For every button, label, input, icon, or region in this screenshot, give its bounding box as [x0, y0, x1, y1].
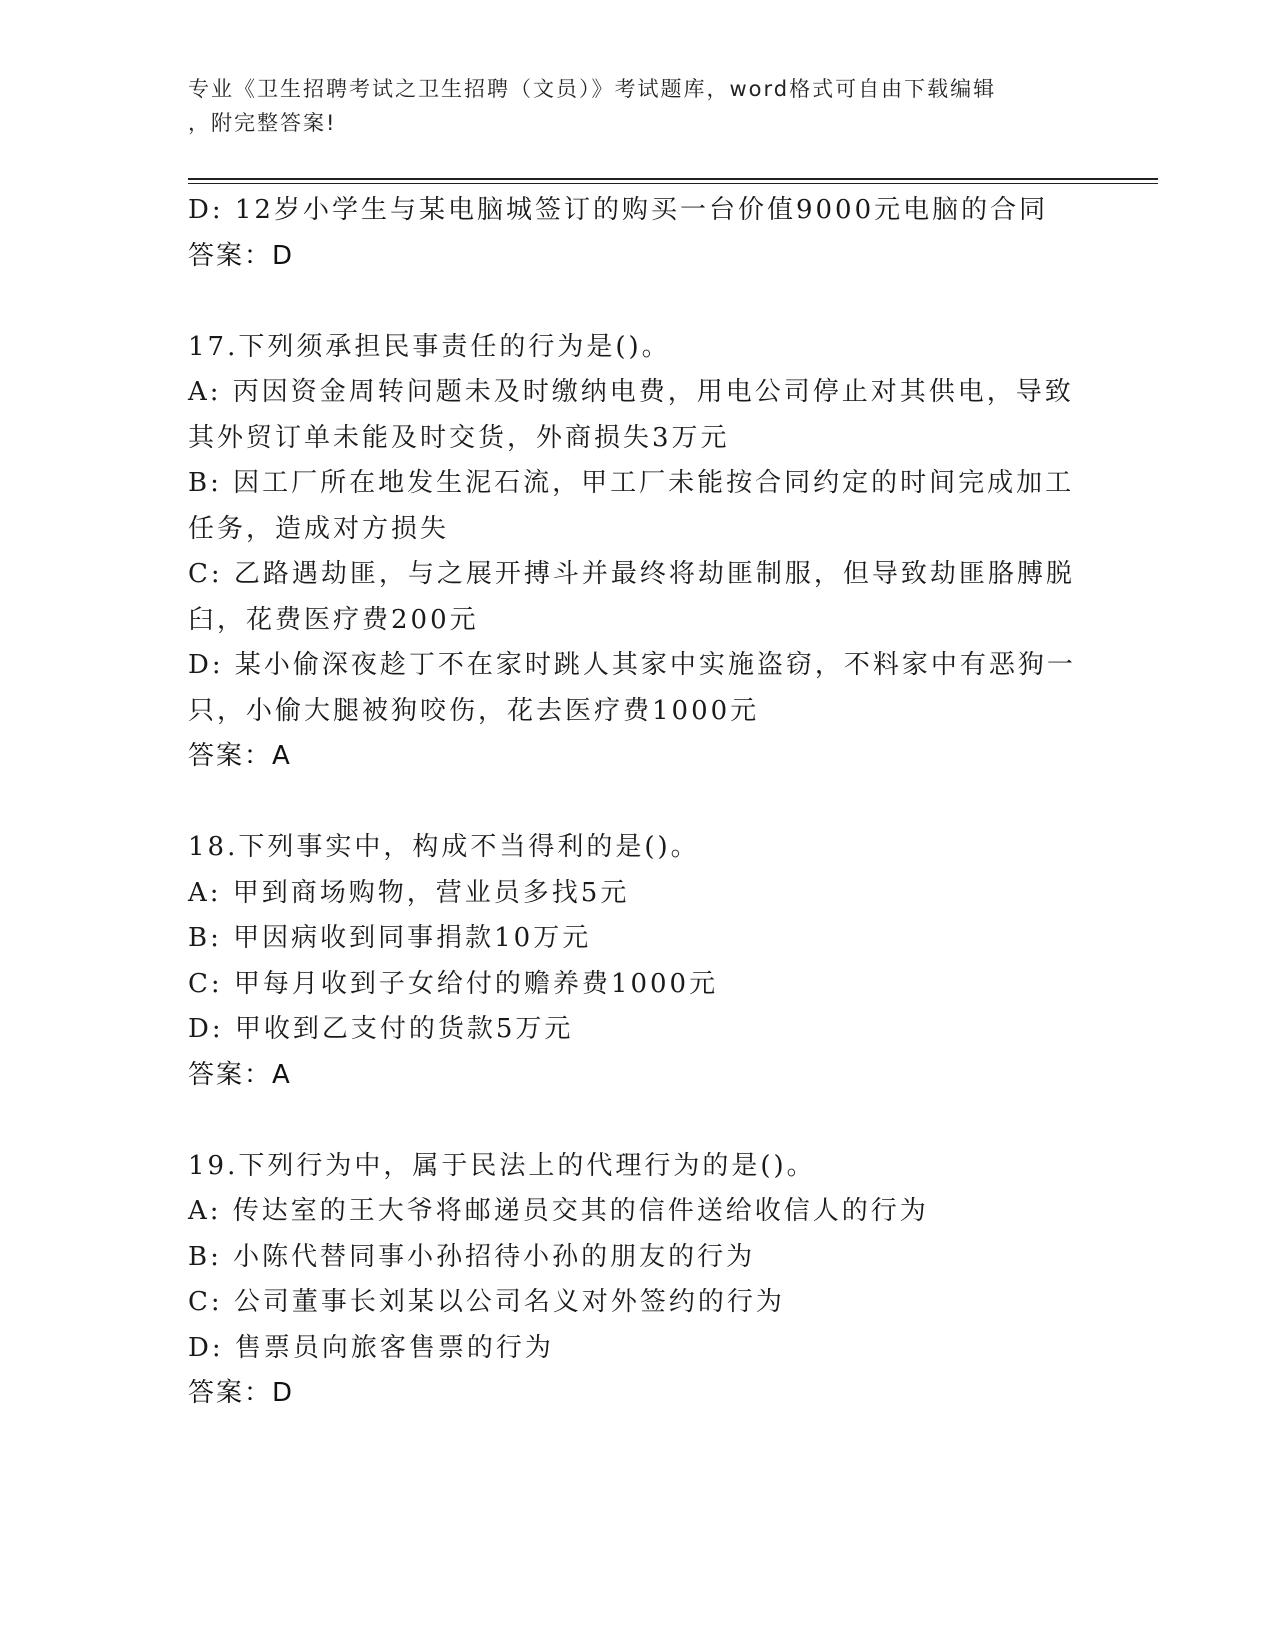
q19-option-a: A: 传达室的王大爷将邮递员交其的信件送给收信人的行为: [188, 1196, 929, 1226]
q18-answer: 答案：A: [188, 1059, 292, 1090]
q17-option-b-line-1: B: 因工厂所在地发生泥石流，甲工厂未能按合同约定的时间完成加工: [188, 468, 1075, 498]
document-header: [188, 72, 1088, 140]
q17-option-a-line-2: 其外贸订单未能及时交货，外商损失3万元: [188, 422, 730, 453]
header-line-2: ，附完整答案!: [188, 111, 337, 135]
q17-option-c-line-1: C: 乙路遇劫匪，与之展开搏斗并最终将劫匪制服，但导致劫匪胳膊脱: [188, 559, 1075, 589]
q16-option-d: D: 12岁小学生与某电脑城签订的购买一台价值9000元电脑的合同: [188, 195, 1049, 225]
q19-option-b: B: 小陈代替同事小孙招待小孙的朋友的行为: [188, 1241, 756, 1272]
q18-option-b: B: 甲因病收到同事捐款10万元: [188, 923, 592, 953]
q19-option-d: D: 售票员向旅客售票的行为: [188, 1332, 554, 1363]
q18-option-d: D: 甲收到乙支付的货款5万元: [188, 1014, 574, 1044]
q17-option-b-line-2: 任务，造成对方损失: [188, 513, 450, 544]
header-divider-thin: [188, 183, 1158, 184]
q17-stem: 17.下列须承担民事责任的行为是()。: [188, 331, 671, 362]
spacer: [188, 279, 1088, 325]
question-16-tail: [188, 188, 1088, 279]
q17-option-d-line-1: D: 某小偷深夜趁丁不在家时跳人其家中实施盗窃，不料家中有恶狗一: [188, 650, 1076, 680]
spacer: [188, 1098, 1088, 1144]
question-18: [188, 825, 1088, 1098]
q18-stem: 18.下列事实中，构成不当得利的是()。: [188, 832, 700, 862]
q17-option-c-line-2: 臼，花费医疗费200元: [188, 604, 479, 635]
q18-option-c: C: 甲每月收到子女给付的赡养费1000元: [188, 968, 719, 999]
q18-option-a: A: 甲到商场购物，营业员多找5元: [188, 877, 630, 908]
q19-stem: 19.下列行为中，属于民法上的代理行为的是()。: [188, 1150, 816, 1181]
question-content: [188, 188, 1088, 1417]
spacer: [188, 780, 1088, 826]
question-17: [188, 325, 1088, 780]
q19-option-c: C: 公司董事长刘某以公司名义对外签约的行为: [188, 1287, 785, 1317]
header-divider-thick: [188, 178, 1158, 180]
q17-option-d-line-2: 只，小偷大腿被狗咬伤，花去医疗费1000元: [188, 695, 760, 726]
q17-answer: 答案：A: [188, 741, 292, 771]
q17-option-a-line-1: A: 丙因资金周转问题未及时缴纳电费，用电公司停止对其供电，导致: [188, 377, 1074, 407]
header-line-1: 专业《卫生招聘考试之卫生招聘（文员）》考试题库，word格式可自由下载编辑: [188, 77, 997, 101]
q16-answer: 答案：D: [188, 240, 295, 271]
question-19: [188, 1144, 1088, 1417]
q19-answer: 答案：D: [188, 1378, 295, 1408]
